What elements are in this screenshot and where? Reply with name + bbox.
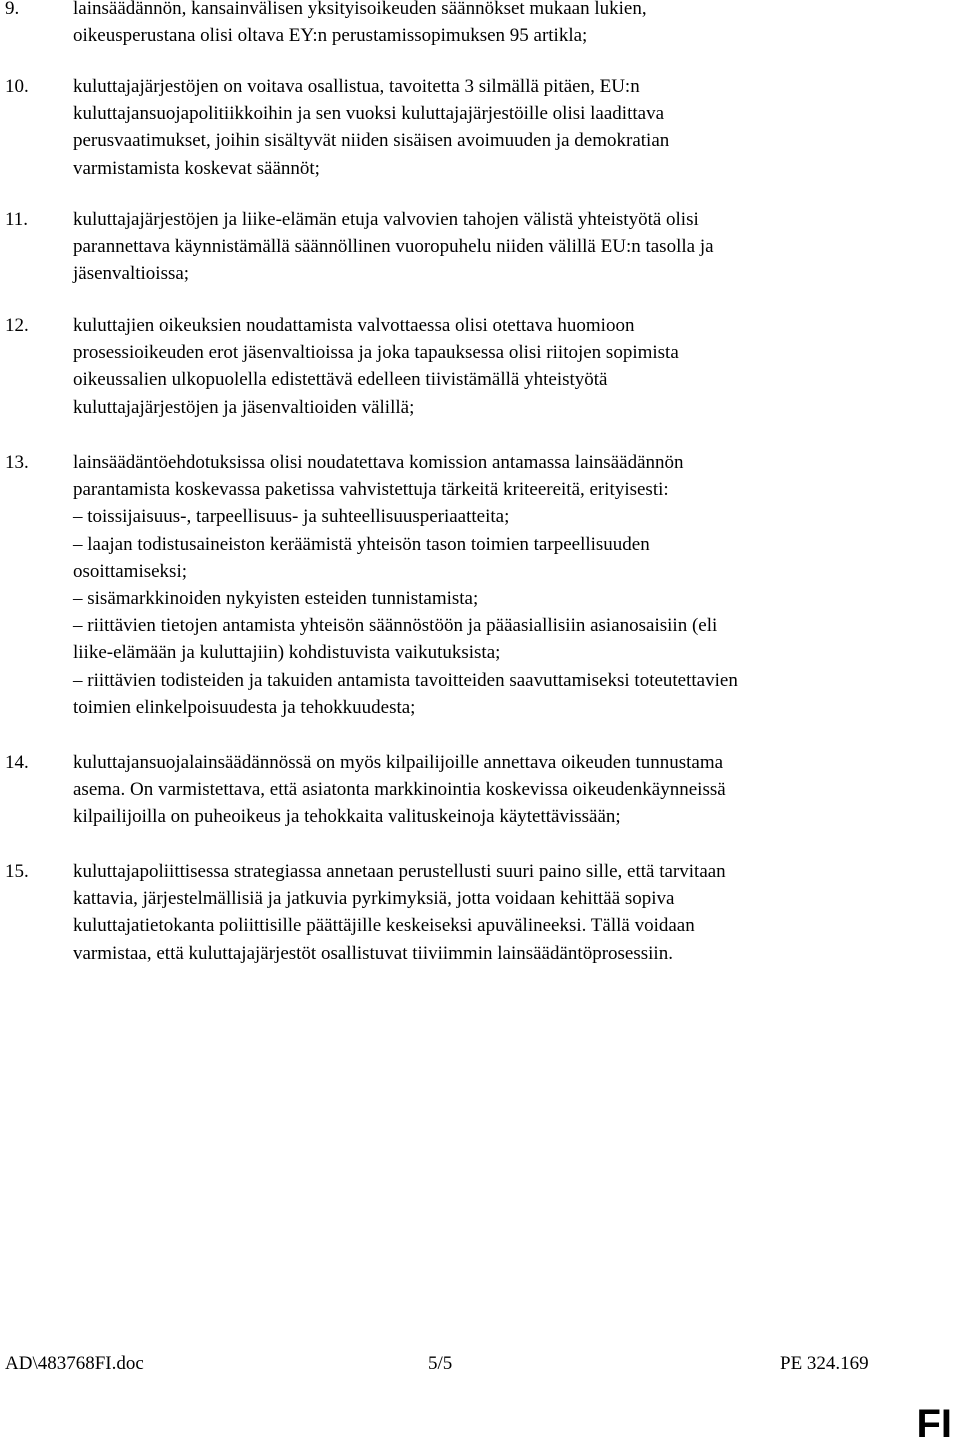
item-number: 14. (5, 752, 29, 773)
text-line: kuluttajansuojapolitiikkoihin ja sen vuoksi kuluttajajärjestöille olisi laadittava (73, 103, 665, 125)
dash-bullet-line: – riittävien todisteiden ja takuiden antamista tavoitteiden saavuttamiseksi toteutettavien (73, 669, 738, 691)
dash-bullet-line: – laajan todistusaineiston keräämistä yhteisön tason toimien tarpeellisuuden (73, 533, 650, 555)
text-line: kuluttajien oikeuksien noudattamista valvottaessa olisi otettava huomioon (73, 315, 635, 336)
text-line: kattavia, järjestelmällisiä ja jatkuvia pyrkimyksiä, jotta voidaan kehittää sopiva (73, 888, 675, 910)
text-line: asema. On varmistettava, että asiatonta markkinointia koskevissa oikeudenkäynneissä (73, 779, 726, 801)
item-text (73, 858, 953, 967)
text-line: liike-elämään ja kuluttajiin) kohdistuvista vaikutuksista; (73, 642, 501, 664)
item-text (73, 0, 953, 49)
item-number: 9. (5, 0, 20, 19)
text-line: kuluttajajärjestöjen ja liike-elämän etuja valvovien tahojen välistä yhteistyötä olisi (73, 209, 699, 230)
item-number: 11. (5, 209, 29, 230)
text-line: oikeussalien ulkopuolella edistettävä edelleen tiivistämällä yhteistyötä (73, 369, 608, 391)
text-line: varmistamista koskevat säännöt; (73, 157, 320, 179)
item-text (73, 749, 953, 831)
item-number: 10. (5, 76, 29, 97)
item-number: 15. (5, 861, 29, 882)
text-line: kilpailijoilla on puheoikeus ja tehokkaita valituskeinoja käytettävissään; (73, 806, 621, 828)
item-text (73, 73, 953, 182)
text-line: toimien elinkelpoisuudesta ja tehokkuudesta; (73, 696, 416, 718)
item-number: 12. (5, 315, 29, 336)
text-line: lainsäädännön, kansainvälisen yksityisoikeuden säännökset mukaan lukien, (73, 0, 647, 19)
text-line: perusvaatimukset, joihin sisältyvät niiden sisäisen avoimuuden ja demokratian (73, 130, 670, 152)
text-line: kuluttajatietokanta poliittisille päättäjille keskeiseksi apuvälineeksi. Tällä voidaan (73, 915, 695, 937)
pe-reference: PE 324.169 (780, 1353, 869, 1374)
language-code: FI (916, 1402, 952, 1446)
document-reference: AD\483768FI.doc (5, 1353, 144, 1374)
text-line: kuluttajajärjestöjen ja jäsenvaltioiden välillä; (73, 396, 415, 418)
item-text (73, 206, 953, 288)
text-line: varmistaa, että kuluttajajärjestöt osallistuvat tiiviimmin lainsäädäntöprosessiin. (73, 942, 673, 964)
text-line: parantamista koskevassa paketissa vahvistettuja tärkeitä kriteereitä, erityisesti: (73, 479, 669, 501)
page-number: 5/5 (428, 1353, 453, 1374)
item-number: 13. (5, 452, 29, 473)
item-text (73, 449, 953, 721)
text-line: parannettava käynnistämällä säännöllinen vuoropuhelu niiden välillä EU:n tasolla ja (73, 236, 714, 258)
dash-bullet-line: – sisämarkkinoiden nykyisten esteiden tunnistamista; (73, 587, 479, 609)
text-line: jäsenvaltioissa; (73, 263, 190, 285)
text-line: osoittamiseksi; (73, 560, 187, 582)
dash-bullet-line: – toissijaisuus-, tarpeellisuus- ja suhteellisuusperiaatteita; (73, 506, 510, 528)
text-line: kuluttajansuojalainsäädännössä on myös kilpailijoille annettava oikeuden tunnustama (73, 752, 724, 773)
text-line: kuluttajapoliittisessa strategiassa annetaan perustellusti suuri paino sille, että tarvitaan (73, 861, 726, 882)
item-text (73, 312, 953, 421)
text-line: lainsäädäntöehdotuksissa olisi noudatettava komission antamassa lainsäädännön (73, 452, 684, 473)
text-line: kuluttajajärjestöjen on voitava osallistua, tavoitetta 3 silmällä pitäen, EU:n (73, 76, 640, 97)
dash-bullet-line: – riittävien tietojen antamista yhteisön säännöstöön ja pääasiallisiin asianosaisiin (eli (73, 615, 718, 637)
text-line: prosessioikeuden erot jäsenvaltioissa ja joka tapauksessa olisi riitojen sopimista (73, 342, 679, 364)
text-line: oikeusperustana olisi oltava EY:n perustamissopimuksen 95 artikla; (73, 25, 588, 47)
